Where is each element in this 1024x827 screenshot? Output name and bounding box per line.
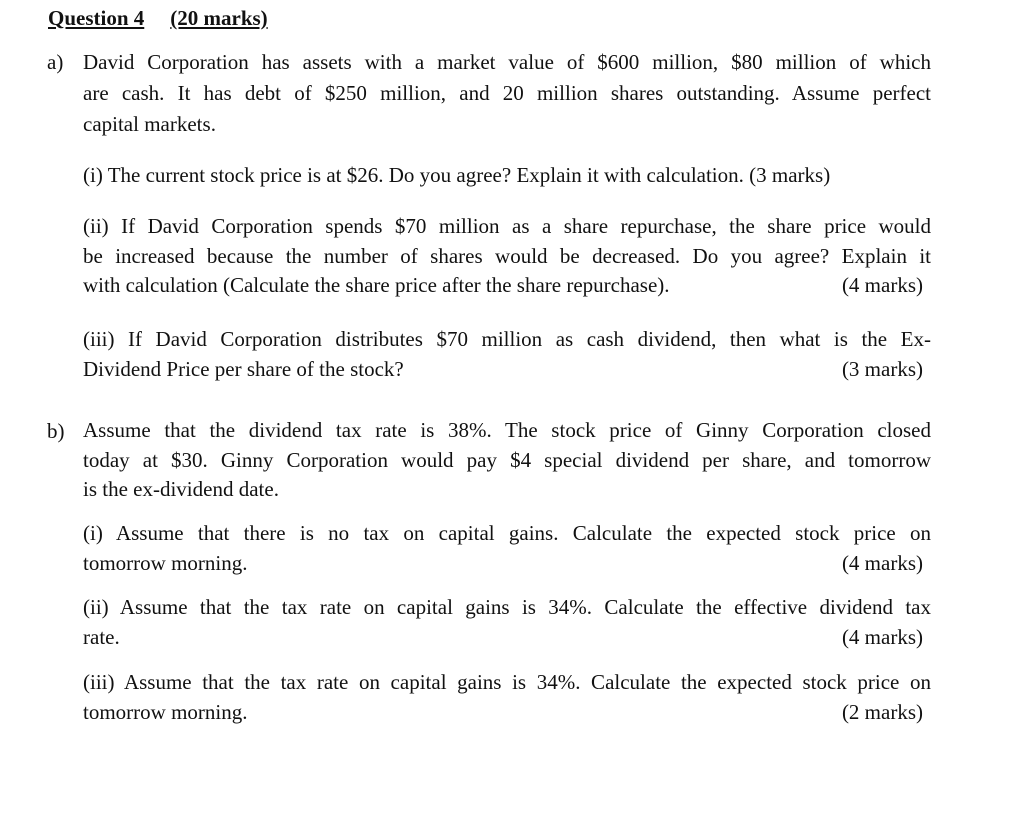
part-a-iii-marks: (3 marks): [841, 356, 923, 381]
part-a-i-line: (i) The current stock price is at $26. Do you agree? Explain it with calculation. (3 marks): [83, 163, 831, 187]
part-b-i-line: (i) Assume that there is no tax on capital gains. Calculate the expected stock price on: [83, 521, 931, 545]
part-a-ii-marks: (4 marks): [841, 273, 923, 297]
part-b-intro-line: Assume that the dividend tax rate is 38%. The stock price of Ginny Corporation closed: [83, 418, 931, 442]
part-a-intro-line: David Corporation has assets with a market value of $600 million, $80 million of which: [83, 50, 931, 74]
part-b-ii-line: rate.: [83, 624, 120, 649]
part-a-iii-line: Dividend Price per share of the stock?: [83, 356, 404, 381]
part-b-iii-line: (iii) Assume that the tax rate on capital gains is 34%. Calculate the expected stock price on: [83, 670, 931, 694]
part-a-intro-line: are cash. It has debt of $250 million, and 20 million shares outstanding. Assume perfect: [83, 81, 931, 105]
question-total-marks: (20 marks): [170, 6, 268, 30]
part-b-intro-line: is the ex-dividend date.: [83, 477, 279, 501]
part-b-i-line: tomorrow morning.: [83, 550, 248, 575]
question-heading: [48, 6, 268, 31]
part-a-ii-line: (ii) If David Corporation spends $70 million as a share repurchase, the share price would: [83, 214, 931, 238]
part-a-ii-line: be increased because the number of shares would be decreased. Do you agree? Explain it: [83, 243, 931, 268]
part-a-label: a): [47, 50, 64, 74]
part-b-label: b): [47, 419, 65, 443]
part-b-i-marks: (4 marks): [841, 550, 923, 575]
part-b-iii-marks: (2 marks): [841, 699, 923, 724]
part-b-iii: [83, 668, 931, 727]
part-b-intro: [83, 416, 931, 505]
part-b-ii: [83, 593, 931, 652]
part-b-iii-line: tomorrow morning.: [83, 699, 248, 724]
part-b-ii-line: (ii) Assume that the tax rate on capital gains is 34%. Calculate the effective dividend tax: [83, 595, 931, 619]
part-a-iii: [83, 325, 931, 384]
question-number: Question 4: [48, 6, 145, 30]
part-a-ii: [83, 212, 931, 301]
part-b-i: [83, 519, 931, 578]
part-a-ii-line: with calculation (Calculate the share price after the share repurchase).: [83, 273, 670, 297]
part-a-intro-line: capital markets.: [83, 112, 216, 136]
part-a-i: [83, 161, 931, 191]
part-a-iii-line: (iii) If David Corporation distributes $70 million as cash dividend, then what is the Ex-: [83, 327, 931, 351]
part-b-intro-line: today at $30. Ginny Corporation would pay $4 special dividend per share, and tomorrow: [83, 447, 931, 472]
part-b-ii-marks: (4 marks): [841, 624, 923, 649]
part-a-intro: [83, 47, 931, 140]
